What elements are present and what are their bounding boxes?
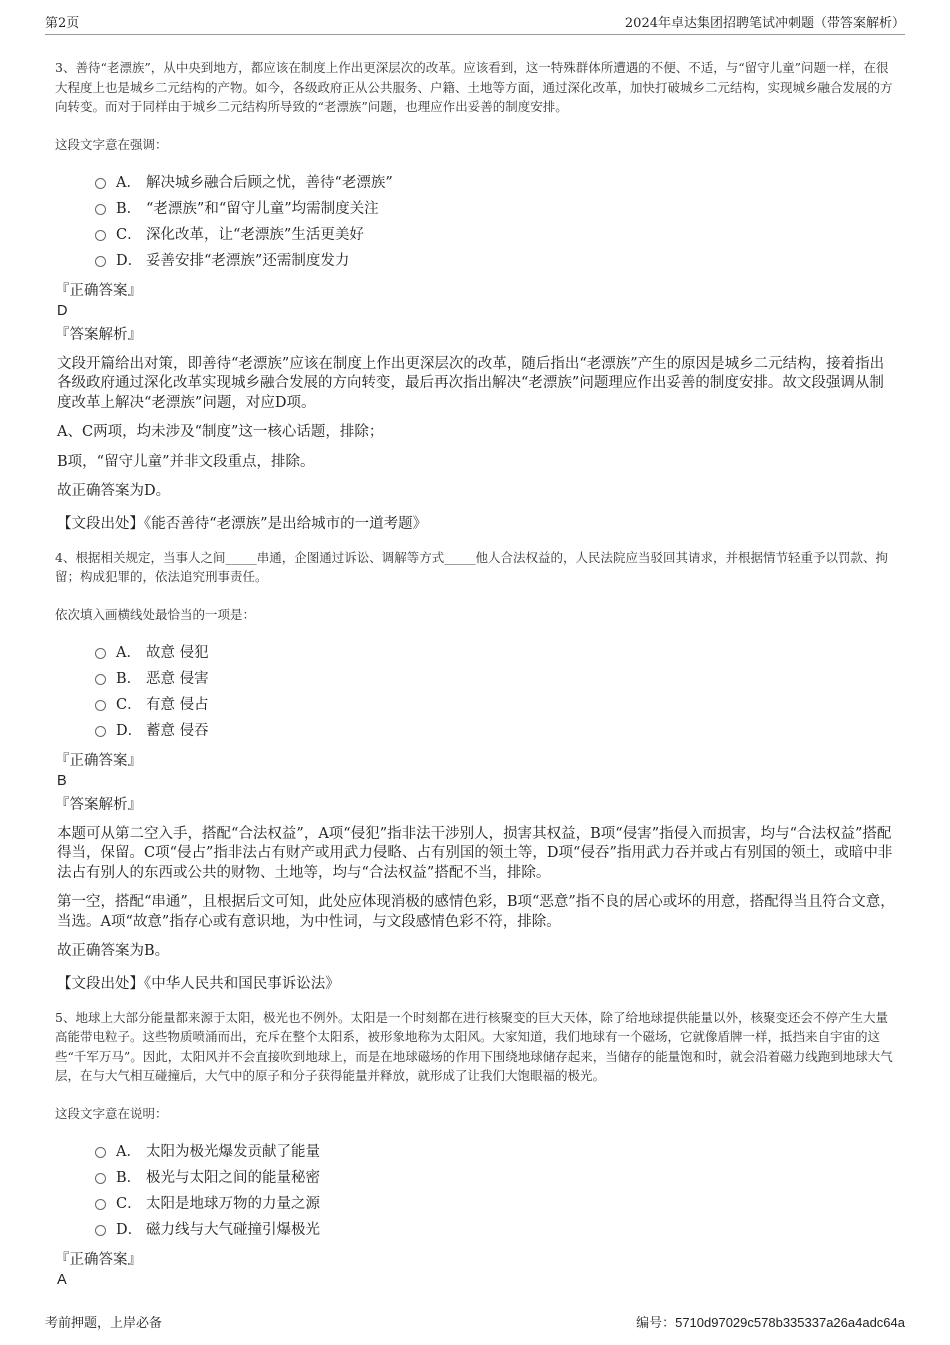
option-item[interactable]: B． “老漂族”和“留守儿童”均需制度关注 (95, 195, 895, 221)
answer-value: D (57, 302, 68, 319)
page-header (45, 12, 905, 35)
radio-icon[interactable] (95, 700, 106, 711)
answer-value: B (57, 772, 67, 789)
option-item[interactable]: C． 深化改革，让“老漂族”生活更美好 (95, 221, 895, 247)
question-4-prompt: 依次填入画横线处最恰当的一项是： (55, 606, 256, 622)
question-5-options (95, 1138, 895, 1242)
radio-icon[interactable] (95, 256, 106, 267)
radio-icon[interactable] (95, 726, 106, 737)
footer-note: 考前押题，上岸必备 (45, 1316, 163, 1331)
analysis-paragraph: 故正确答案为D。 (57, 483, 171, 499)
question-5-prompt: 这段文字意在说明： (55, 1105, 168, 1121)
page-footer (45, 1312, 905, 1331)
answer-label: 『正确答案』 (55, 282, 142, 299)
option-item[interactable]: D． 妥善安排“老漂族”还需制度发力 (95, 247, 895, 273)
answer-label: 『正确答案』 (55, 1251, 142, 1268)
source-line: 【文段出处】《能否善待“老漂族”是出给城市的一道考题》 (57, 515, 428, 532)
radio-icon[interactable] (95, 1225, 106, 1236)
document-title: 2024年卓达集团招聘笔试冲刺题（带答案解析） (624, 16, 905, 31)
document-code: 编号：5710d97029c578b335337a26a4adc64a (636, 1315, 905, 1331)
question-5-stem: 5、地球上大部分能量都来源于太阳，极光也不例外。太阳是一个时刻都在进行核聚变的巨大天体，除了给地球提供能量以外，核聚变还会不停产生大量高能带电粒子。这些物质喷涌而出，充斥在整个太阳系，被形象地称为太阳风。大家知道，我们地球有一个磁场，它就像盾牌一样，抵挡来自宇宙的这些“千军万马”。因此，太阳风并不会直接吹到地球上，而是在地球磁场的作用下围绕地球储存起来，当储存的能量饱和时，就会沿着磁力线跑到地球大气层，在与大气相互碰撞后，大气中的原子和分子获得能量并释放，就形成了让我们大饱眼福的极光。 (55, 1009, 893, 1083)
source-line: 【文段出处】《中华人民共和国民事诉讼法》 (57, 975, 340, 992)
radio-icon[interactable] (95, 204, 106, 215)
option-item[interactable]: B． 恶意 侵害 (95, 665, 895, 691)
radio-icon[interactable] (95, 648, 106, 659)
analysis-paragraph: 第一空，搭配“串通”，且根据后文可知，此处应体现消极的感情色彩，B项“恶意”指不良的居心或坏的用意，搭配得当且符合文意，当选。A项“故意”指存心或有意识地，为中性词，与文段感情色彩不符，排除。 (57, 894, 895, 930)
option-item[interactable]: A． 太阳为极光爆发贡献了能量 (95, 1138, 895, 1164)
analysis-label: 『答案解析』 (55, 796, 142, 813)
answer-value: A (57, 1271, 67, 1288)
answer-label: 『正确答案』 (55, 752, 142, 769)
radio-icon[interactable] (95, 178, 106, 189)
radio-icon[interactable] (95, 1173, 106, 1184)
option-item[interactable]: A． 故意 侵犯 (95, 639, 895, 665)
radio-icon[interactable] (95, 1147, 106, 1158)
option-item[interactable]: C． 有意 侵占 (95, 691, 895, 717)
radio-icon[interactable] (95, 1199, 106, 1210)
analysis-paragraph: A、C两项，均未涉及“制度”这一核心话题，排除； (57, 424, 384, 440)
question-4-options (95, 639, 895, 743)
page-content (55, 58, 895, 1290)
option-item[interactable]: C． 太阳是地球万物的力量之源 (95, 1190, 895, 1216)
question-3-options (95, 169, 895, 273)
option-item[interactable]: D． 磁力线与大气碰撞引爆极光 (95, 1216, 895, 1242)
option-item[interactable]: B． 极光与太阳之间的能量秘密 (95, 1164, 895, 1190)
question-3-prompt: 这段文字意在强调： (55, 136, 168, 152)
analysis-label: 『答案解析』 (55, 326, 142, 343)
radio-icon[interactable] (95, 230, 106, 241)
option-item[interactable]: A． 解决城乡融合后顾之忧，善待“老漂族” (95, 169, 895, 195)
option-item[interactable]: D． 蓄意 侵吞 (95, 717, 895, 743)
analysis-paragraph: 本题可从第二空入手，搭配“合法权益”，A项“侵犯”指非法干涉别人，损害其权益，B项“侵害”指侵入而损害，均与“合法权益”搭配得当，保留。C项“侵占”指非法占有财产或用武力侵略、占有别国的领土等，D项“侵吞”指用武力吞并或占有别国的领土，或暗中非法占有别人的东西或公共的财物、土地等，均与“合法权益”搭配不当，排除。 (57, 825, 893, 881)
analysis-paragraph: 文段开篇给出对策，即善待“老漂族”应该在制度上作出更深层次的改革，随后指出“老漂族”产生的原因是城乡二元结构，接着指出各级政府通过深化改革实现城乡融合发展的方向转变，最后再次指出解决“老漂族”问题理应作出妥善的制度安排。故文段强调从制度改革上解决“老漂族”问题，对应D项。 (57, 355, 885, 411)
question-4-stem: 4、根据相关规定，当事人之间_____串通，企图通过诉讼、调解等方式_____他人合法权益的，人民法院应当驳回其请求，并根据情节轻重予以罚款、拘留；构成犯罪的，依法追究刑事责任。 (55, 549, 888, 584)
analysis-paragraph: 故正确答案为B。 (57, 943, 170, 959)
radio-icon[interactable] (95, 674, 106, 685)
analysis-paragraph: B项，“留守儿童”并非文段重点，排除。 (57, 453, 315, 470)
page-number: 第2页 (45, 16, 80, 31)
question-3-stem: 3、善待“老漂族”，从中央到地方，都应该在制度上作出更深层次的改革。应该看到，这一特殊群体所遭遇的不便、不适，与“留守儿童”问题一样，在很大程度上也是城乡二元结构的产物。如今，各级政府正从公共服务、户籍、土地等方面，通过深化改革，加快打破城乡二元结构，实现城乡融合发展的方向转变。而对于同样由于城乡二元结构所导致的“老漂族”问题，也理应作出妥善的制度安排。 (55, 60, 893, 114)
